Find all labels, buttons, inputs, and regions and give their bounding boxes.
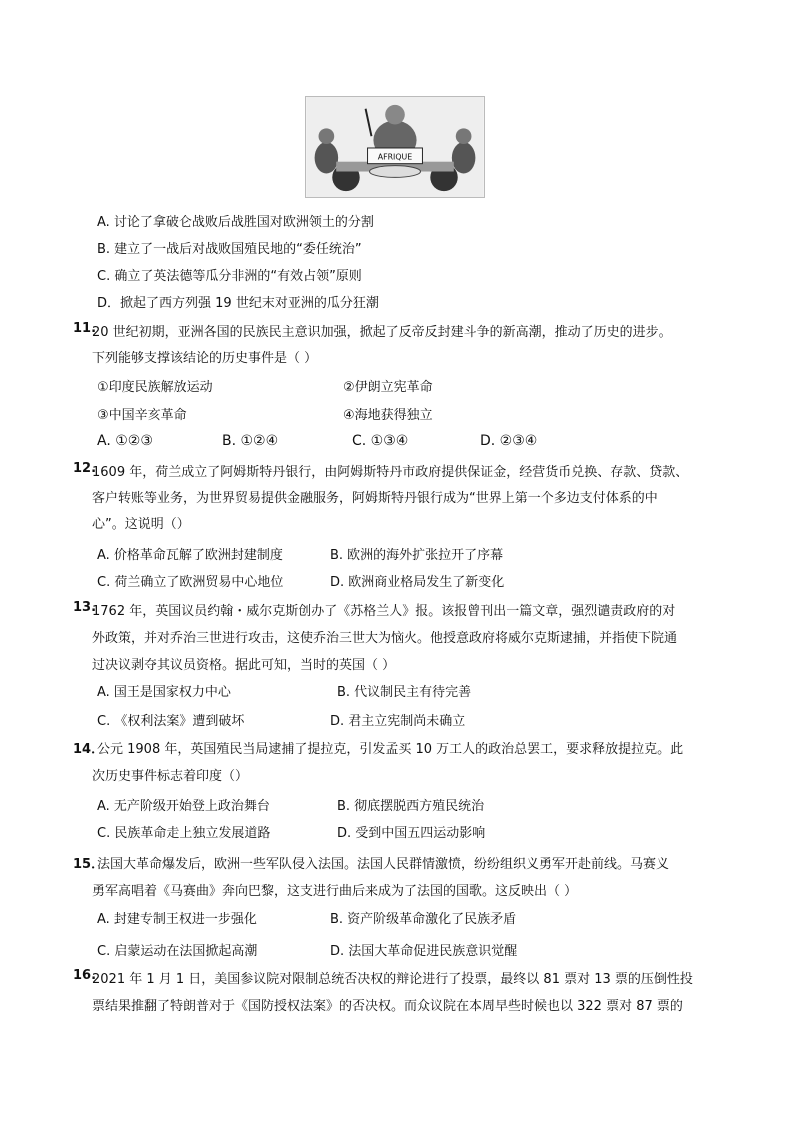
q11-item-1: ①印度民族解放运动 bbox=[97, 380, 213, 395]
q11-choice-d: D. ②③④ bbox=[480, 433, 538, 449]
q12-option-b: B. 欧洲的海外扩张拉开了序幕 bbox=[330, 548, 504, 563]
q14-option-d: D. 受到中国五四运动影响 bbox=[337, 826, 486, 841]
q11-choice-a: A. ①②③ bbox=[97, 433, 153, 449]
q15-option-b: B. 资产阶级革命激化了民族矛盾 bbox=[330, 912, 517, 927]
q11-item-2: ②伊朗立宪革命 bbox=[343, 380, 433, 395]
q11-item-4: ④海地获得独立 bbox=[343, 408, 433, 423]
q11-choice-c: C. ①③④ bbox=[352, 433, 409, 449]
q14-stem-line-2: 次历史事件标志着印度（） bbox=[92, 769, 249, 784]
q11-number: 11. bbox=[73, 321, 97, 336]
q15-option-c: C. 启蒙运动在法国掀起高潮 bbox=[97, 944, 258, 959]
q11-stem-line-1: 20 世纪初期，亚洲各国的民族民主意识加强，掀起了反帝反封建斗争的新高潮，推动了历史的进步。 bbox=[92, 325, 672, 340]
q13-option-b: B. 代议制民主有待完善 bbox=[337, 685, 472, 700]
q15-stem-line-2: 勇军高唱着《马赛曲》奔向巴黎，这支进行曲后来成为了法国的国歌。这反映出（ ） bbox=[92, 884, 578, 899]
q14-option-b: B. 彻底摆脱西方殖民统治 bbox=[337, 799, 485, 814]
q14-number: 14． bbox=[73, 742, 105, 757]
q13-option-d: D. 君主立宪制尚未确立 bbox=[330, 714, 466, 729]
q13-option-c: C. 《权利法案》遭到破坏 bbox=[97, 714, 245, 729]
q16-stem-line-1: 2021 年 1 月 1 日，美国参议院对限制总统否决权的辩论进行了投票，最终以 81 票对 13 票的压倒性投 bbox=[92, 972, 693, 987]
q10-option-c: C. 确立了英法德等瓜分非洲的“有效占领”原则 bbox=[97, 269, 362, 284]
q10-option-d: D．掀起了西方列强 19 世纪末对亚洲的瓜分狂潮 bbox=[97, 296, 379, 311]
q12-option-c: C. 荷兰确立了欧洲贸易中心地位 bbox=[97, 575, 284, 590]
q11-stem-line-2: 下列能够支撑该结论的历史事件是（ ） bbox=[92, 351, 318, 366]
q12-option-d: D. 欧洲商业格局发生了新变化 bbox=[330, 575, 505, 590]
q10-option-b: B. 建立了一战后对战败国殖民地的“委任统治” bbox=[97, 242, 362, 257]
q13-stem-line-3: 过决议剥夺其议员资格。据此可知，当时的英国（ ） bbox=[92, 658, 396, 673]
q13-number: 13. bbox=[73, 600, 97, 615]
q14-option-c: C. 民族革命走上独立发展道路 bbox=[97, 826, 271, 841]
cartoon-cake-label: AFRIQUE bbox=[377, 152, 413, 162]
q13-stem-line-2: 外政策，并对乔治三世进行攻击，这使乔治三世大为恼火。他授意政府将威尔克斯逮捕，并指使下院通 bbox=[92, 631, 678, 646]
q14-stem-line-1: 公元 1908 年，英国殖民当局逮捕了提拉克，引发孟买 10 万工人的政治总罢工，要求释放提拉克。此 bbox=[97, 742, 684, 757]
q13-option-a: A. 国王是国家权力中心 bbox=[97, 685, 231, 700]
q15-number: 15． bbox=[73, 857, 105, 872]
q11-item-3: ③中国辛亥革命 bbox=[97, 408, 187, 423]
q16-number: 16. bbox=[73, 968, 97, 983]
q14-option-a: A. 无产阶级开始登上政治舞台 bbox=[97, 799, 270, 814]
q16-stem-line-2: 票结果推翻了特朗普对于《国防授权法案》的否决权。而众议院在本周早些时候也以 322 票对 87 票的 bbox=[92, 999, 683, 1014]
africa-partition-cartoon bbox=[305, 96, 485, 198]
q12-number: 12. bbox=[73, 461, 97, 476]
q12-stem-line-1: 1609 年，荷兰成立了阿姆斯特丹银行，由阿姆斯特丹市政府提供保证金，经营货币兑换、存款、贷款、 bbox=[92, 465, 689, 480]
q12-stem-line-2: 客户转账等业务，为世界贸易提供金融服务，阿姆斯特丹银行成为“世界上第一个多边支付体系的中 bbox=[92, 491, 658, 506]
q12-option-a: A. 价格革命瓦解了欧洲封建制度 bbox=[97, 548, 283, 563]
q10-option-a: A. 讨论了拿破仑战败后战胜国对欧洲领土的分割 bbox=[97, 215, 374, 230]
q12-stem-line-3: 心”。这说明（） bbox=[92, 517, 190, 532]
q15-option-d: D. 法国大革命促进民族意识觉醒 bbox=[330, 944, 518, 959]
q13-stem-line-1: 1762 年，英国议员约翰・威尔克斯创办了《苏格兰人》报。该报曾刊出一篇文章，强烈谴责政府的对 bbox=[92, 604, 676, 619]
q15-stem-line-1: 法国大革命爆发后，欧洲一些军队侵入法国。法国人民群情激愤，纷纷组织义勇军开赴前线。马赛义 bbox=[97, 857, 670, 872]
q15-option-a: A. 封建专制王权进一步强化 bbox=[97, 912, 257, 927]
q11-choice-b: B. ①②④ bbox=[222, 433, 279, 449]
